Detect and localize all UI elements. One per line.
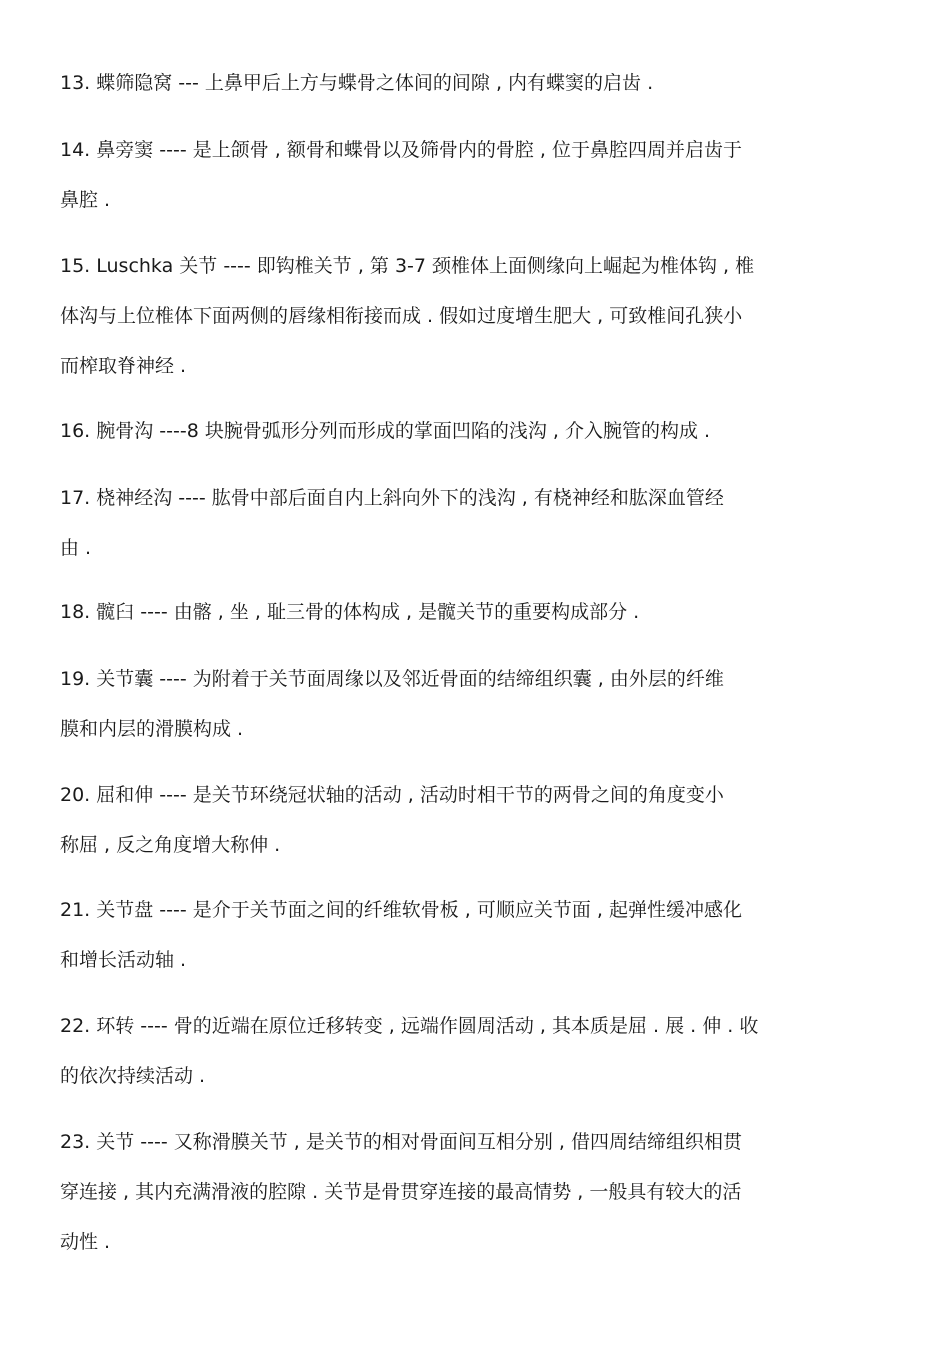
text-line: 膜和内层的滑膜构成 . (60, 718, 244, 740)
text-line: 穿连接 , 其内充满滑液的腔隙 . 关节是骨贯穿连接的最高情势 , 一般具有较大的活 (60, 1181, 742, 1203)
definition-16 (60, 406, 890, 456)
definition-13 (60, 58, 890, 108)
definition-22 (60, 1001, 890, 1101)
text-line: 由 . (60, 537, 92, 559)
text-line: 20. 屈和伸 ---- 是关节环绕冠状轴的活动 , 活动时相干节的两骨之间的角度变小 (60, 784, 724, 806)
text-line: 16. 腕骨沟 ----8 块腕骨弧形分列而形成的掌面凹陷的浅沟 , 介入腕管的构成 . (60, 420, 711, 442)
definition-14 (60, 125, 890, 225)
text-line: 体沟与上位椎体下面两侧的唇缘相衔接而成 . 假如过度增生肥大 , 可致椎间孔狭小 (60, 305, 743, 327)
definition-15 (60, 241, 890, 391)
text-line: 21. 关节盘 ---- 是介于关节面之间的纤维软骨板 , 可顺应关节面 , 起弹性缓冲感化 (60, 899, 742, 921)
text-line: 而榨取脊神经 . (60, 355, 187, 377)
text-line: 22. 环转 ---- 骨的近端在原位迁移转变 , 远端作圆周活动 , 其本质是屈 . 展 . 伸 . 收 (60, 1015, 759, 1037)
text-line: 19. 关节囊 ---- 为附着于关节面周缘以及邻近骨面的结缔组织囊 , 由外层的纤维 (60, 668, 724, 690)
text-line: 23. 关节 ---- 又称滑膜关节 , 是关节的相对骨面间互相分别 , 借四周结缔组织相贯 (60, 1131, 742, 1153)
text-line: 18. 髋臼 ---- 由髂 , 坐 , 耻三骨的体构成 , 是髋关节的重要构成部分 . (60, 601, 640, 623)
text-line: 动性 . (60, 1231, 111, 1253)
definition-21 (60, 885, 890, 985)
definition-18 (60, 587, 890, 637)
text-line: 14. 鼻旁窦 ---- 是上颌骨 , 额骨和蝶骨以及筛骨内的骨腔 , 位于鼻腔四周并启齿于 (60, 139, 742, 161)
text-line: 称屈 , 反之角度增大称伸 . (60, 834, 281, 856)
text-line: 的依次持续活动 . (60, 1065, 206, 1087)
definition-19 (60, 654, 890, 754)
definition-23 (60, 1117, 890, 1267)
text-line: 15. Luschka 关节 ---- 即钩椎关节 , 第 3-7 颈椎体上面侧缘向上崛起为椎体钩 , 椎 (60, 255, 755, 277)
definition-17 (60, 473, 890, 573)
text-line: 和增长活动轴 . (60, 949, 187, 971)
text-line: 鼻腔 . (60, 189, 111, 211)
definition-20 (60, 770, 890, 870)
text-line: 17. 桡神经沟 ---- 肱骨中部后面自内上斜向外下的浅沟 , 有桡神经和肱深血管经 (60, 487, 724, 509)
text-line: 13. 蝶筛隐窝 --- 上鼻甲后上方与蝶骨之体间的间隙 , 内有蝶窦的启齿 . (60, 72, 654, 94)
